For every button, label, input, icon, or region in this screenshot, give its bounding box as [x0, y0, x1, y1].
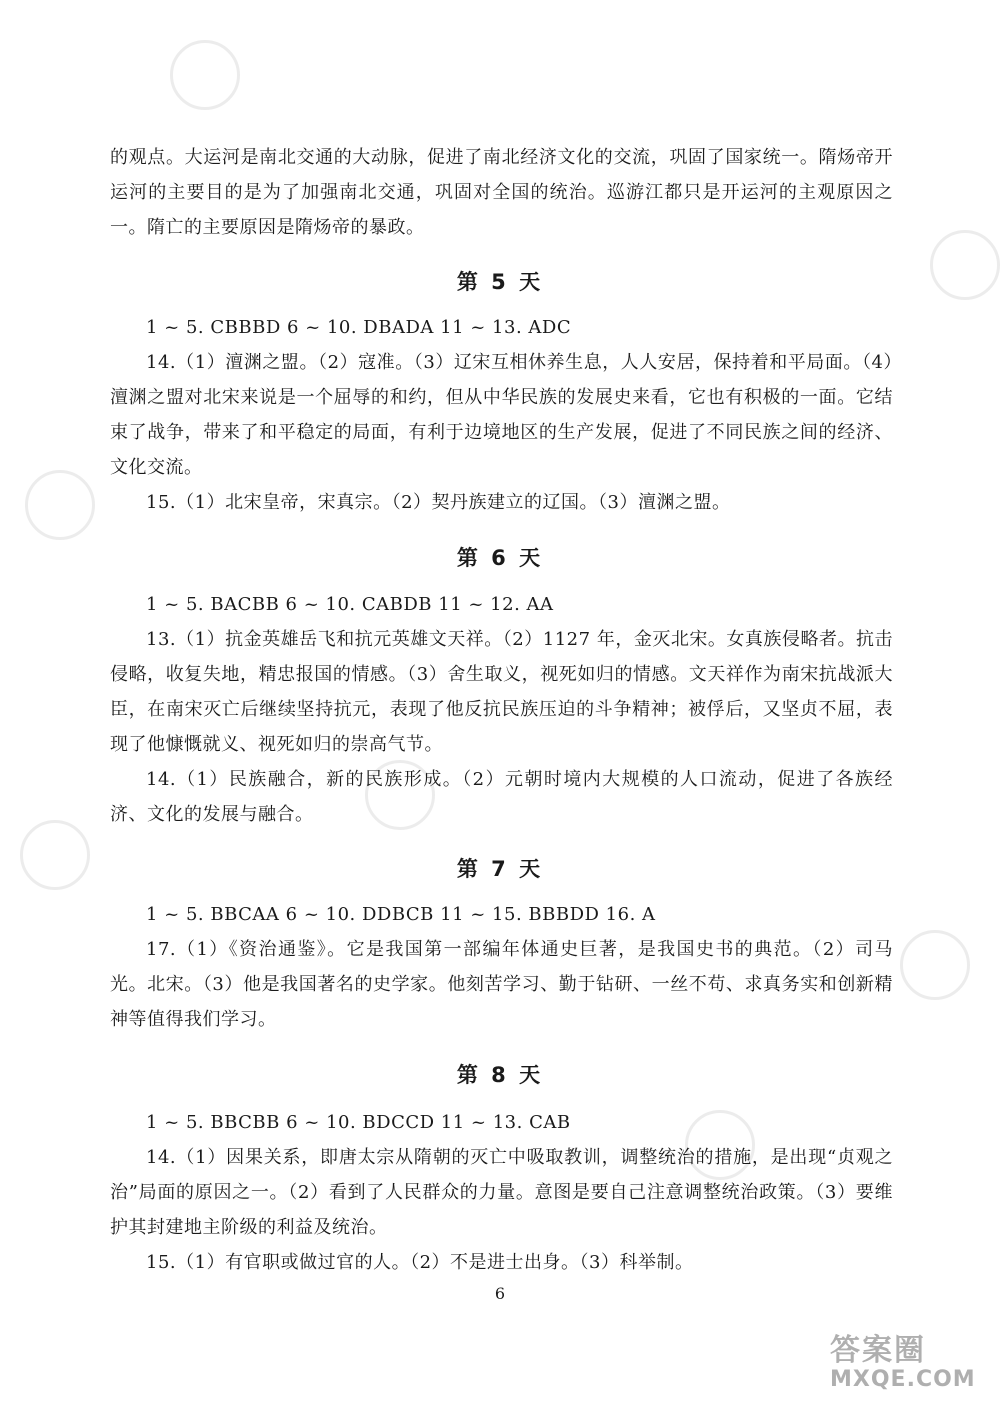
watermark-stamp	[900, 930, 970, 1000]
choice-answers: 1 ~ 5. BBCAA 6 ~ 10. DDBCB 11 ~ 15. BBBDD 16. A	[146, 904, 656, 925]
answer-paragraph: 17.（1）《资治通鉴》。它是我国第一部编年体通史巨著，是我国史书的典范。（2）司马光。北宋。（3）他是我国著名的史学家。他刻苦学习、勤于钻研、一丝不苟、求真务实和创新精神等值得我们学习。	[110, 939, 893, 1030]
section-day-7	[110, 897, 893, 1037]
choice-answers: 1 ~ 5. BBCBB 6 ~ 10. BDCCD 11 ~ 13. CAB	[146, 1112, 571, 1133]
section-heading-day-6: 第 6 天	[456, 546, 544, 570]
section-day-5	[110, 310, 893, 520]
section-heading-day-7: 第 7 天	[456, 857, 544, 881]
site-logo[interactable]	[830, 1325, 980, 1400]
watermark-stamp	[25, 470, 95, 540]
answer-paragraph: 14.（1）民族融合，新的民族形成。（2）元朝时境内大规模的人口流动，促进了各族经济、文化的发展与融合。	[110, 769, 893, 825]
answer-paragraph: 14.（1）澶渊之盟。（2）寇准。（3）辽宋互相休养生息，人人安居，保持着和平局面。（4）澶渊之盟对北宋来说是一个屈辱的和约，但从中华民族的发展史来看，它也有积极的一面。它结束了战争，带来了和平稳定的局面，有利于边境地区的生产发展，促进了不同民族之间的经济、文化交流。	[110, 352, 893, 478]
answer-paragraph: 13.（1）抗金英雄岳飞和抗元英雄文天祥。（2）1127 年，金灭北宋。女真族侵略者。抗击侵略，收复失地，精忠报国的情感。（3）舍生取义，视死如归的情感。文天祥作为南宋抗战派大臣，在南宋灭亡后继续坚持抗元，表现了他反抗民族压迫的斗争精神；被俘后，又坚贞不屈，表现了他慷慨就义、视死如归的崇高气节。	[110, 629, 893, 755]
answer-paragraph: 15.（1）有官职或做过官的人。（2）不是进士出身。（3）科举制。	[146, 1252, 694, 1273]
logo-text-top: 答案圈	[830, 1333, 926, 1368]
choice-answers: 1 ~ 5. BACBB 6 ~ 10. CABDB 11 ~ 12. AA	[146, 594, 554, 615]
answer-paragraph: 15.（1）北宋皇帝，宋真宗。（2）契丹族建立的辽国。（3）澶渊之盟。	[146, 492, 731, 513]
logo-text-bottom: MXQE.COM	[830, 1367, 976, 1392]
page-number: 6	[494, 1284, 506, 1303]
answer-paragraph: 14.（1）因果关系，即唐太宗从隋朝的灭亡中吸取教训，调整统治的措施，是出现“贞观之治”局面的原因之一。（2）看到了人民群众的力量。意图是要自己注意调整统治政策。（3）要维护其封建地主阶级的利益及统治。	[110, 1147, 893, 1238]
intro-paragraph: 的观点。大运河是南北交通的大动脉，促进了南北经济文化的交流，巩固了国家统一。隋炀帝开运河的主要目的是为了加强南北交通，巩固对全国的统治。巡游江都只是开运河的主观原因之一。隋亡的主要原因是隋炀帝的暴政。	[110, 147, 893, 238]
choice-answers: 1 ~ 5. CBBBD 6 ~ 10. DBADA 11 ~ 13. ADC	[146, 317, 572, 338]
section-day-8	[110, 1105, 893, 1280]
section-heading-day-5: 第 5 天	[456, 270, 544, 294]
watermark-stamp	[170, 40, 240, 110]
section-heading-day-8: 第 8 天	[456, 1063, 544, 1087]
section-day-6	[110, 587, 893, 832]
intro-block	[110, 140, 893, 245]
